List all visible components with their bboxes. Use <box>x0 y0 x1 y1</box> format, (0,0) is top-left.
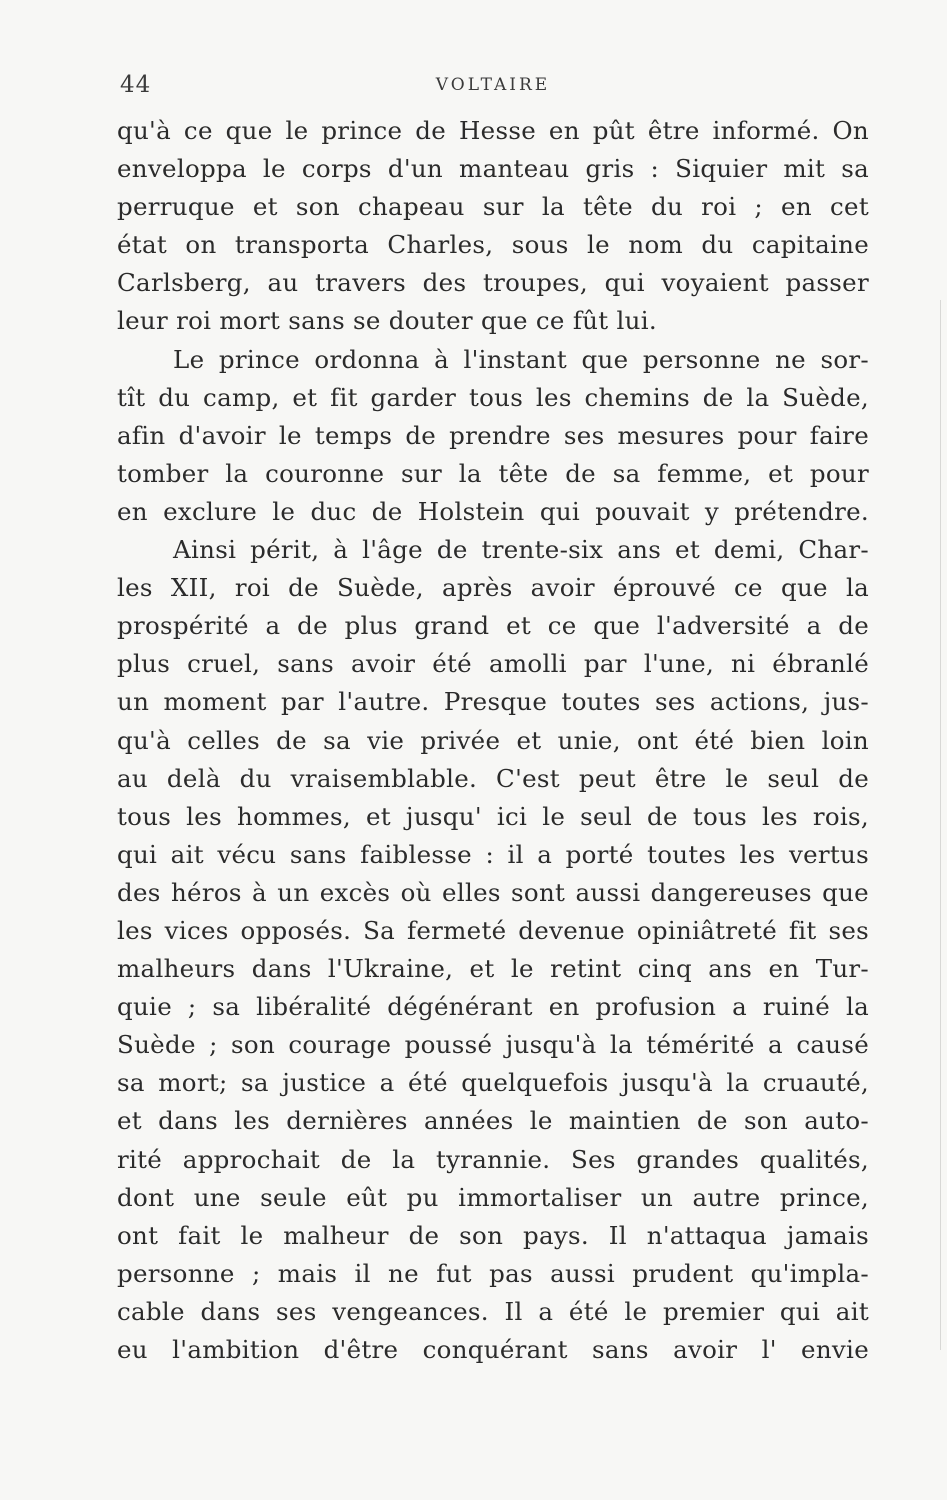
text-line: tous les hommes, et jusqu' ici le seul de tous les rois, <box>117 801 869 831</box>
text-line: plus cruel, sans avoir été amolli par l'une, ni ébranlé <box>117 649 869 679</box>
text-line: des héros à un excès où elles sont aussi dangereuses que <box>117 877 869 907</box>
text-line: sa mort; sa justice a été quelquefois jusqu'à la cruauté, <box>117 1068 869 1098</box>
text-line: un moment par l'autre. Presque toutes ses actions, jus- <box>117 687 869 717</box>
text-line: tît du camp, et fit garder tous les chemins de la Suède, <box>117 382 869 412</box>
text-line: au delà du vraisemblable. C'est peut être le seul de <box>117 763 869 793</box>
text-line: perruque et son chapeau sur la tête du roi ; en cet <box>117 192 869 222</box>
text-line: Carlsberg, au travers des troupes, qui voyaient passer <box>117 268 869 298</box>
text-line: Ainsi périt, à l'âge de trente-six ans et demi, Char- <box>173 535 869 565</box>
text-line: en exclure le duc de Holstein qui pouvait y prétendre. <box>117 496 869 526</box>
text-line: Suède ; son courage poussé jusqu'à la témérité a causé <box>117 1030 869 1060</box>
text-line: malheurs dans l'Ukraine, et le retint cinq ans en Tur- <box>117 954 869 984</box>
page-header <box>118 64 868 104</box>
text-line: les vices opposés. Sa fermeté devenue opiniâtreté fit ses <box>117 915 869 945</box>
text-line: et dans les dernières années le maintien de son auto- <box>117 1106 869 1136</box>
running-title: VOLTAIRE <box>435 75 551 95</box>
text-line: tomber la couronne sur la tête de sa femme, et pour <box>117 458 869 488</box>
text-line: enveloppa le corps d'un manteau gris : Siquier mit sa <box>117 154 869 184</box>
text-line: rité approchait de la tyrannie. Ses grandes qualités, <box>117 1144 869 1174</box>
text-line: quie ; sa libéralité dégénérant en profusion a ruiné la <box>117 992 869 1022</box>
body-text <box>117 112 869 1369</box>
text-line: Le prince ordonna à l'instant que personne ne sor- <box>173 344 869 374</box>
text-line: afin d'avoir le temps de prendre ses mesures pour faire <box>117 420 869 450</box>
page-number: 44 <box>120 72 152 98</box>
text-line: leur roi mort sans se douter que ce fût lui. <box>117 306 657 336</box>
text-line: état on transporta Charles, sous le nom du capitaine <box>117 230 869 260</box>
text-line: prospérité a de plus grand et ce que l'adversité a de <box>117 611 869 641</box>
text-line: personne ; mais il ne fut pas aussi prudent qu'impla- <box>117 1258 869 1288</box>
text-line: cable dans ses vengeances. Il a été le premier qui ait <box>117 1296 869 1326</box>
text-line: eu l'ambition d'être conquérant sans avoir l' envie <box>117 1335 869 1364</box>
text-line: dont une seule eût pu immortaliser un autre prince, <box>117 1182 869 1212</box>
text-line: qu'à celles de sa vie privée et unie, ont été bien loin <box>117 725 869 755</box>
text-line: ont fait le malheur de son pays. Il n'attaqua jamais <box>117 1220 869 1250</box>
text-line: les XII, roi de Suède, après avoir éprouvé ce que la <box>117 573 869 603</box>
text-line: qui ait vécu sans faiblesse : il a porté toutes les vertus <box>117 839 869 869</box>
page-edge-shadow <box>940 300 941 1350</box>
text-line: qu'à ce que le prince de Hesse en pût être informé. On <box>117 116 869 145</box>
